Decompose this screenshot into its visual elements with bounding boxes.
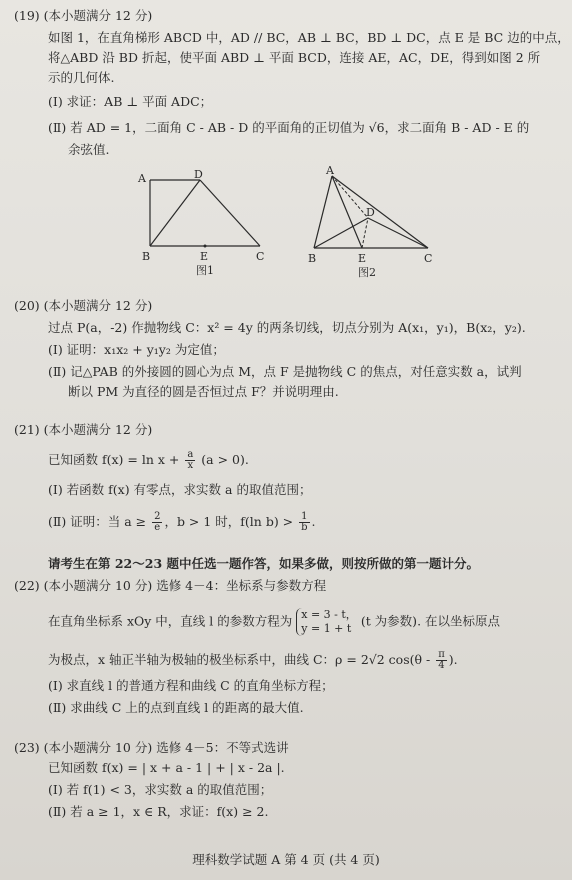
q21-part-2 bbox=[48, 512, 316, 533]
q20-text-line-1: 过点 P(a，-2) 作抛物线 C：x² = 4y 的两条切线，切点分别为 A(x₁，y₁)，B(x₂，y₂). bbox=[48, 320, 526, 335]
q21-p2-frac-num: 2 bbox=[154, 511, 161, 522]
q23-part-2: (Ⅱ) 若 a ≥ 1，x ∈ R，求证：f(x) ≥ 2. bbox=[48, 804, 269, 819]
q21-frac-num: a bbox=[187, 449, 194, 460]
q21-p2-frac-den-2: b bbox=[301, 522, 308, 533]
choose-one-notice: 请考生在第 22～23 题中任选一题作答，如果多做，则按所做的第一题计分。 bbox=[48, 556, 479, 571]
q21-p2-pre: (Ⅱ) 证明：当 a ≥ bbox=[48, 514, 151, 529]
q22-l2-post: ). bbox=[448, 652, 458, 667]
q22-system-row-2: y = 1 + t bbox=[301, 622, 352, 635]
fig1-label-e: E bbox=[200, 250, 209, 263]
figure-1-trapezoid bbox=[130, 168, 290, 280]
q19-part-2-cont: 余弦值. bbox=[68, 142, 110, 157]
fig2-label-b: B bbox=[308, 252, 317, 265]
q19-text-line-1: 如图 1，在直角梯形 ABCD 中，AD // BC，AB ⊥ BC，BD ⊥ DC，点 E 是 BC 边的中点， bbox=[48, 30, 570, 45]
fig1-label-b: B bbox=[142, 250, 151, 263]
q23-text-line-1: 已知函数 f(x) = | x + a - 1 | + | x - 2a |. bbox=[48, 760, 285, 775]
fig2-label-a: A bbox=[326, 164, 334, 177]
q21-p2-post: . bbox=[311, 514, 316, 529]
q22-text-line-1 bbox=[48, 608, 500, 636]
q22-heading: (22) (本小题满分 10 分) 选修 4－4：坐标系与参数方程 bbox=[14, 578, 327, 593]
fig1-label-a: A bbox=[138, 172, 146, 185]
q21-fraction-1-over-b bbox=[299, 512, 309, 533]
q19-heading: (19) (本小题满分 12 分) bbox=[14, 8, 153, 23]
q21-l1-pre: 已知函数 f(x) = ln x + bbox=[48, 452, 184, 467]
q22-l2-pre: 为极点，x 轴正半轴为极轴的极坐标系中，曲线 C：ρ = 2√2 cos(θ - bbox=[48, 652, 435, 667]
q21-heading: (21) (本小题满分 12 分) bbox=[14, 422, 153, 437]
q20-part-2: (Ⅱ) 记△PAB 的外接圆的圆心为点 M，点 F 是抛物线 C 的焦点，对任意实数 a，试判 bbox=[48, 364, 522, 379]
fig2-caption: 图2 bbox=[358, 266, 376, 279]
q22-frac-den: 4 bbox=[438, 660, 445, 671]
q21-frac-den: x bbox=[187, 460, 194, 471]
q23-heading: (23) (本小题满分 10 分) 选修 4－5：不等式选讲 bbox=[14, 740, 289, 755]
fig1-label-d: D bbox=[194, 168, 203, 181]
fig2-label-c: C bbox=[424, 252, 433, 265]
fig1-label-c: C bbox=[256, 250, 265, 263]
fig1-caption: 图1 bbox=[196, 264, 214, 277]
q22-text-line-2 bbox=[48, 650, 458, 671]
figure-2-solid bbox=[302, 164, 442, 280]
fig2-label-e: E bbox=[358, 252, 367, 265]
q21-p2-frac-num-2: 1 bbox=[299, 512, 309, 523]
page-footer: 理科数学试题 A 第 4 页 (共 4 页) bbox=[192, 852, 380, 867]
q19-part-1: (Ⅰ) 求证：AB ⊥ 平面 ADC； bbox=[48, 94, 213, 109]
q20-part-1: (Ⅰ) 证明：x₁x₂ + y₁y₂ 为定值； bbox=[48, 342, 225, 357]
q22-part-2: (Ⅱ) 求曲线 C 上的点到直线 l 的距离的最大值. bbox=[48, 700, 304, 715]
q22-l1-post: (t 为参数). 在以坐标原点 bbox=[360, 613, 501, 629]
q21-part-1: (Ⅰ) 若函数 f(x) 有零点，求实数 a 的取值范围； bbox=[48, 482, 312, 497]
q21-text-line-1 bbox=[48, 450, 249, 471]
q21-fraction-a-over-x bbox=[185, 450, 195, 471]
q21-p2-mid: ，b > 1 时，f(ln b) > bbox=[164, 514, 298, 529]
q19-text-line-3: 示的几何体. bbox=[48, 70, 115, 85]
q23-part-1: (Ⅰ) 若 f(1) < 3，求实数 a 的取值范围； bbox=[48, 782, 273, 797]
q22-fraction-pi-over-4 bbox=[436, 650, 447, 671]
q22-system-row-1: x = 3 - t， bbox=[301, 608, 357, 621]
fig2-label-d: D bbox=[366, 206, 375, 219]
q19-part-2: (Ⅱ) 若 AD = 1，二面角 C - AB - D 的平面角的正切值为 √6，求二面角 B - AD - E 的 bbox=[48, 120, 530, 135]
q21-l1-post: (a > 0). bbox=[197, 452, 249, 467]
q21-fraction-2-over-e bbox=[152, 512, 162, 533]
q21-p2-frac-den: e bbox=[154, 522, 161, 533]
q22-part-1: (Ⅰ) 求直线 l 的普通方程和曲线 C 的直角坐标方程； bbox=[48, 678, 334, 693]
q20-heading: (20) (本小题满分 12 分) bbox=[14, 298, 153, 313]
q19-text-line-2: 将△ABD 沿 BD 折起，使平面 ABD ⊥ 平面 BCD，连接 AE，AC，DE，得到如图 2 所 bbox=[48, 50, 541, 65]
q22-l1-pre: 在直角坐标系 xOy 中，直线 l 的参数方程为 bbox=[48, 613, 293, 629]
q22-parametric-system bbox=[296, 608, 357, 636]
q20-part-2-cont: 断以 PM 为直径的圆是否恒过点 F？并说明理由. bbox=[68, 384, 339, 399]
q22-frac-num: π bbox=[438, 649, 445, 660]
